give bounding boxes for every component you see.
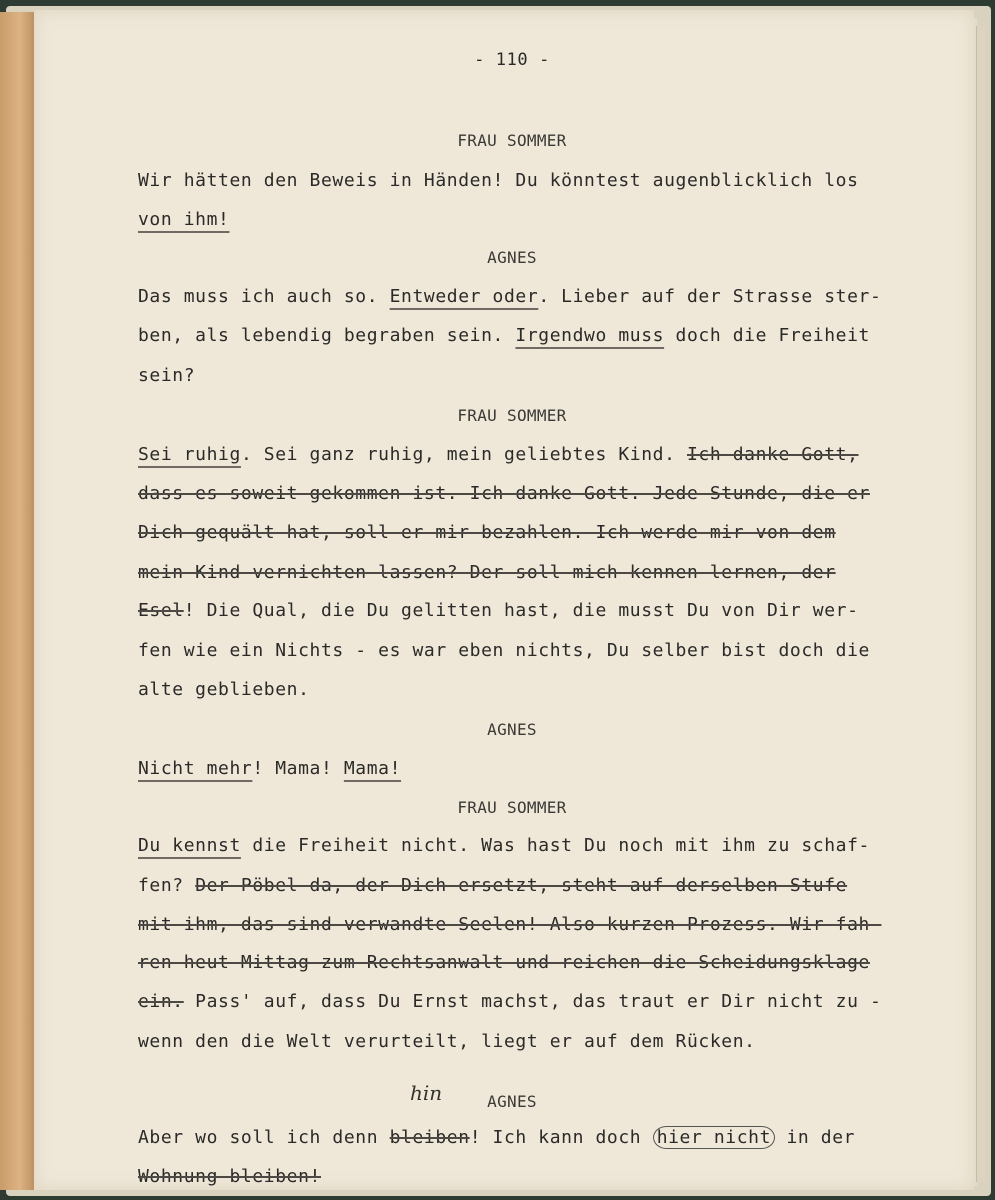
- text-span: ! Ich kann doch: [469, 1127, 653, 1148]
- text-line: [138, 562, 836, 584]
- text-line: [138, 875, 847, 897]
- underlined-text: Mama!: [343, 758, 402, 779]
- struck-text: Dich gequält hat, soll er mir bezahlen. Ich werde mir von dem: [138, 522, 836, 543]
- text-line: alte geblieben.: [138, 679, 310, 700]
- underlined-text: Irgendwo muss: [515, 325, 665, 346]
- handwritten-correction: hin: [410, 1081, 443, 1105]
- text-line: [138, 600, 859, 622]
- page-edge: [976, 26, 985, 1182]
- text-line: [138, 952, 870, 974]
- speaker-heading: FRAU SOMMER: [457, 131, 567, 150]
- text-line: [138, 991, 881, 1013]
- underlined-text: von ihm!: [138, 209, 230, 230]
- text-span: Aber wo soll ich denn: [138, 1127, 390, 1148]
- speaker-heading: FRAU SOMMER: [457, 798, 567, 817]
- text-line: fen wie ein Nichts - es war eben nichts, Du selber bist doch die: [138, 640, 870, 661]
- struck-text: Esel: [138, 600, 184, 621]
- struck-text: Der Pöbel da, der Dich ersetzt, steht auf derselben Stufe: [195, 875, 848, 896]
- text-line: [138, 483, 870, 505]
- text-span: . Lieber auf der Strasse ster-: [538, 286, 882, 307]
- text-span: ben, als lebendig begraben sein.: [138, 325, 516, 346]
- struck-text: Ich danke Gott,: [686, 444, 859, 465]
- text-line: [138, 286, 881, 308]
- text-span: Das muss ich auch so.: [138, 286, 390, 307]
- text-span: in der: [775, 1127, 856, 1148]
- text-span: die Freiheit nicht. Was hast Du noch mit ihm zu schaf-: [240, 835, 870, 856]
- text-line: [138, 444, 859, 466]
- text-line: [138, 835, 870, 857]
- text-line: [138, 1127, 855, 1149]
- struck-text: ren heut Mittag zum Rechtsanwalt und reichen die Scheidungsklage: [138, 952, 870, 973]
- book-binding: [0, 12, 37, 1190]
- text-span: ! Die Qual, die Du gelitten hast, die musst Du von Dir wer-: [183, 600, 859, 621]
- struck-text: mit ihm, das sind verwandte Seelen! Also kurzen Prozess. Wir fah-: [138, 914, 882, 935]
- text-line: [138, 914, 881, 936]
- circled-text: hier nicht: [653, 1126, 775, 1149]
- underlined-text: Entweder oder: [389, 286, 539, 307]
- text-span: ! Mama!: [252, 758, 344, 779]
- struck-text: ein.: [138, 991, 184, 1012]
- text-line: [138, 758, 401, 780]
- struck-text: bleiben: [389, 1127, 470, 1148]
- page-number: - 110 -: [474, 50, 550, 70]
- struck-text: Wohnung bleiben!: [138, 1166, 321, 1187]
- struck-text: mein Kind vernichten lassen? Der soll mich kennen lernen, der: [138, 562, 836, 583]
- underlined-text: Nicht mehr: [138, 758, 253, 779]
- text-line: [138, 325, 870, 347]
- text-line: Wir hätten den Beweis in Händen! Du könntest augenblicklich los: [138, 170, 859, 191]
- underlined-text: Du kennst: [138, 835, 241, 856]
- text-span: Pass' auf, dass Du Ernst machst, das traut er Dir nicht zu -: [183, 991, 882, 1012]
- text-line: [138, 209, 230, 231]
- text-line: wenn den die Welt verurteilt, liegt er auf dem Rücken.: [138, 1031, 756, 1052]
- underlined-text: Sei ruhig: [138, 444, 241, 465]
- text-span: fen?: [138, 875, 196, 896]
- speaker-heading: AGNES: [487, 720, 537, 739]
- text-span: doch die Freiheit: [664, 325, 870, 346]
- text-span: . Sei ganz ruhig, mein geliebtes Kind.: [240, 444, 687, 465]
- text-line: [138, 1166, 321, 1188]
- struck-text: dass es soweit gekommen ist. Ich danke Gott. Jede Stunde, die er: [138, 483, 870, 504]
- speaker-heading: AGNES: [487, 248, 537, 267]
- text-line: [138, 522, 836, 544]
- speaker-heading: FRAU SOMMER: [457, 406, 567, 425]
- text-line: sein?: [138, 365, 196, 386]
- speaker-heading: AGNES: [487, 1092, 537, 1111]
